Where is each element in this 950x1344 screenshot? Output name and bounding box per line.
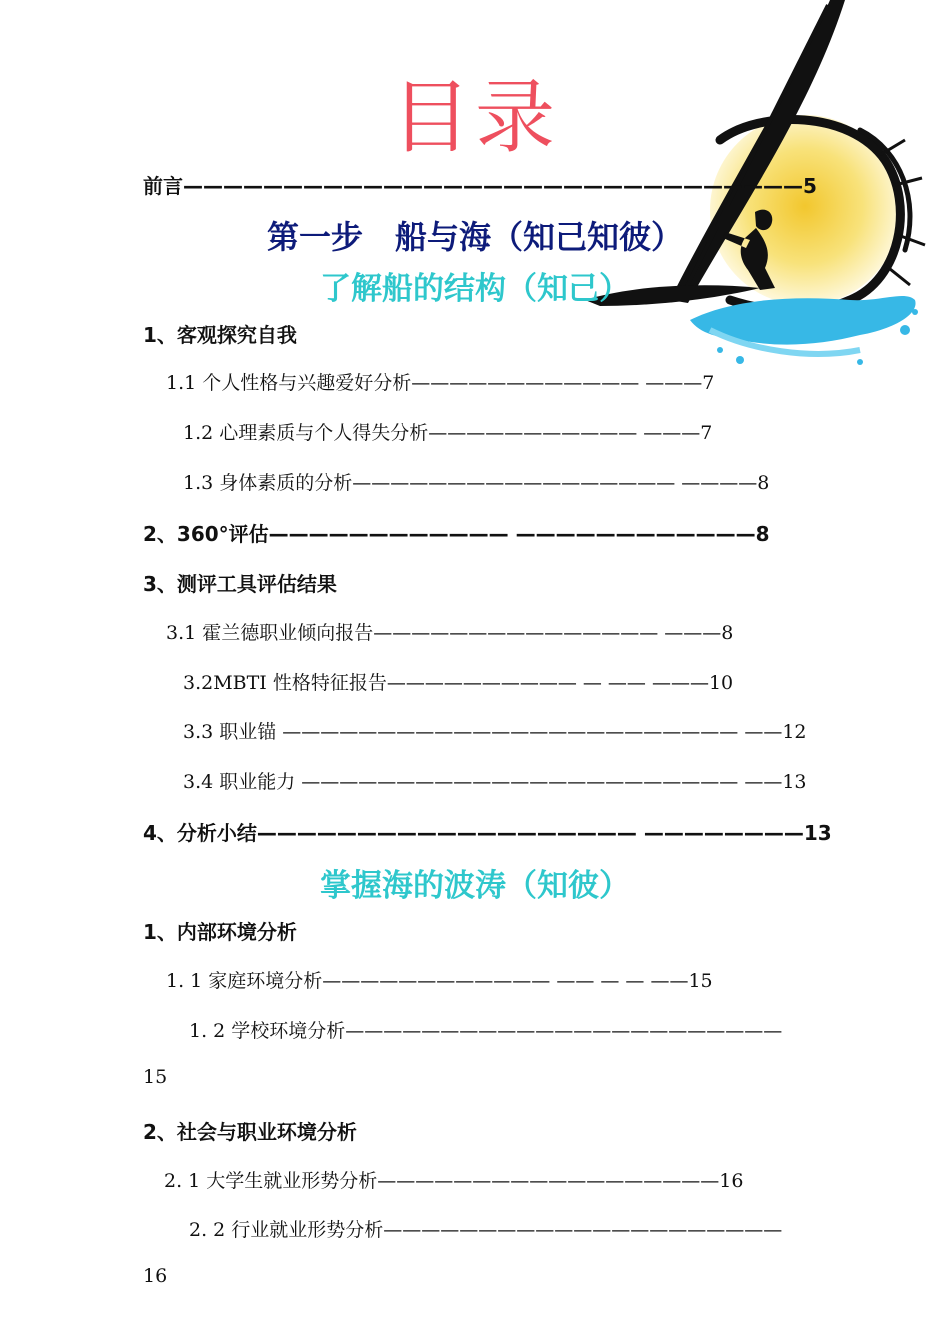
toc-entry-b2-2[interactable]: 2. 2 行业就业形势分析————————————————————— [189,1219,783,1241]
toc-page-b2-2: 16 [143,1265,168,1287]
toc-entry-3-2[interactable]: 3.2MBTI 性格特征报告—————————— — —— ———10 [183,672,734,694]
toc-entry-1-3[interactable]: 1.3 身体素质的分析————————————————— ————8 [183,472,770,494]
section-heading-know-self: 了解船的结构（知己） [320,271,630,307]
toc-entry-3-4[interactable]: 3.4 职业能力 ——————————————————————— ——13 [183,771,807,793]
toc-entry-b1[interactable]: 1、内部环境分析 [143,920,297,944]
page-title: 目录 [391,71,559,164]
step-heading: 第一步 船与海（知己知彼） [266,218,683,256]
toc-entry-3-3[interactable]: 3.3 职业锚 ———————————————————————— ——12 [183,721,807,743]
toc-entry-2[interactable]: 2、360°评估———————————— ————————————8 [143,522,770,546]
toc-entry-3-1[interactable]: 3.1 霍兰德职业倾向报告——————————————— ———8 [166,622,734,644]
toc-entry-b1-2[interactable]: 1. 2 学校环境分析——————————————————————— [189,1020,783,1042]
toc-page-b1-2: 15 [143,1066,168,1088]
windsurfer-illustration [560,0,950,400]
toc-entry-preface[interactable]: 前言———————————————————————————————5 [143,174,817,198]
toc-entry-3[interactable]: 3、测评工具评估结果 [143,572,337,596]
toc-entry-b1-1[interactable]: 1. 1 家庭环境分析———————————— —— — — ——15 [166,970,713,992]
toc-entry-4[interactable]: 4、分析小结——————————————————— ————————13 [143,821,832,845]
toc-entry-1[interactable]: 1、客观探究自我 [143,323,297,347]
toc-entry-b2[interactable]: 2、社会与职业环境分析 [143,1120,357,1144]
section-heading-know-others: 掌握海的波涛（知彼） [320,868,630,904]
toc-entry-1-2[interactable]: 1.2 心理素质与个人得失分析——————————— ———7 [183,422,713,444]
toc-entry-1-1[interactable]: 1.1 个人性格与兴趣爱好分析———————————— ———7 [166,372,715,394]
toc-entry-b2-1[interactable]: 2. 1 大学生就业形势分析——————————————————16 [164,1170,744,1192]
